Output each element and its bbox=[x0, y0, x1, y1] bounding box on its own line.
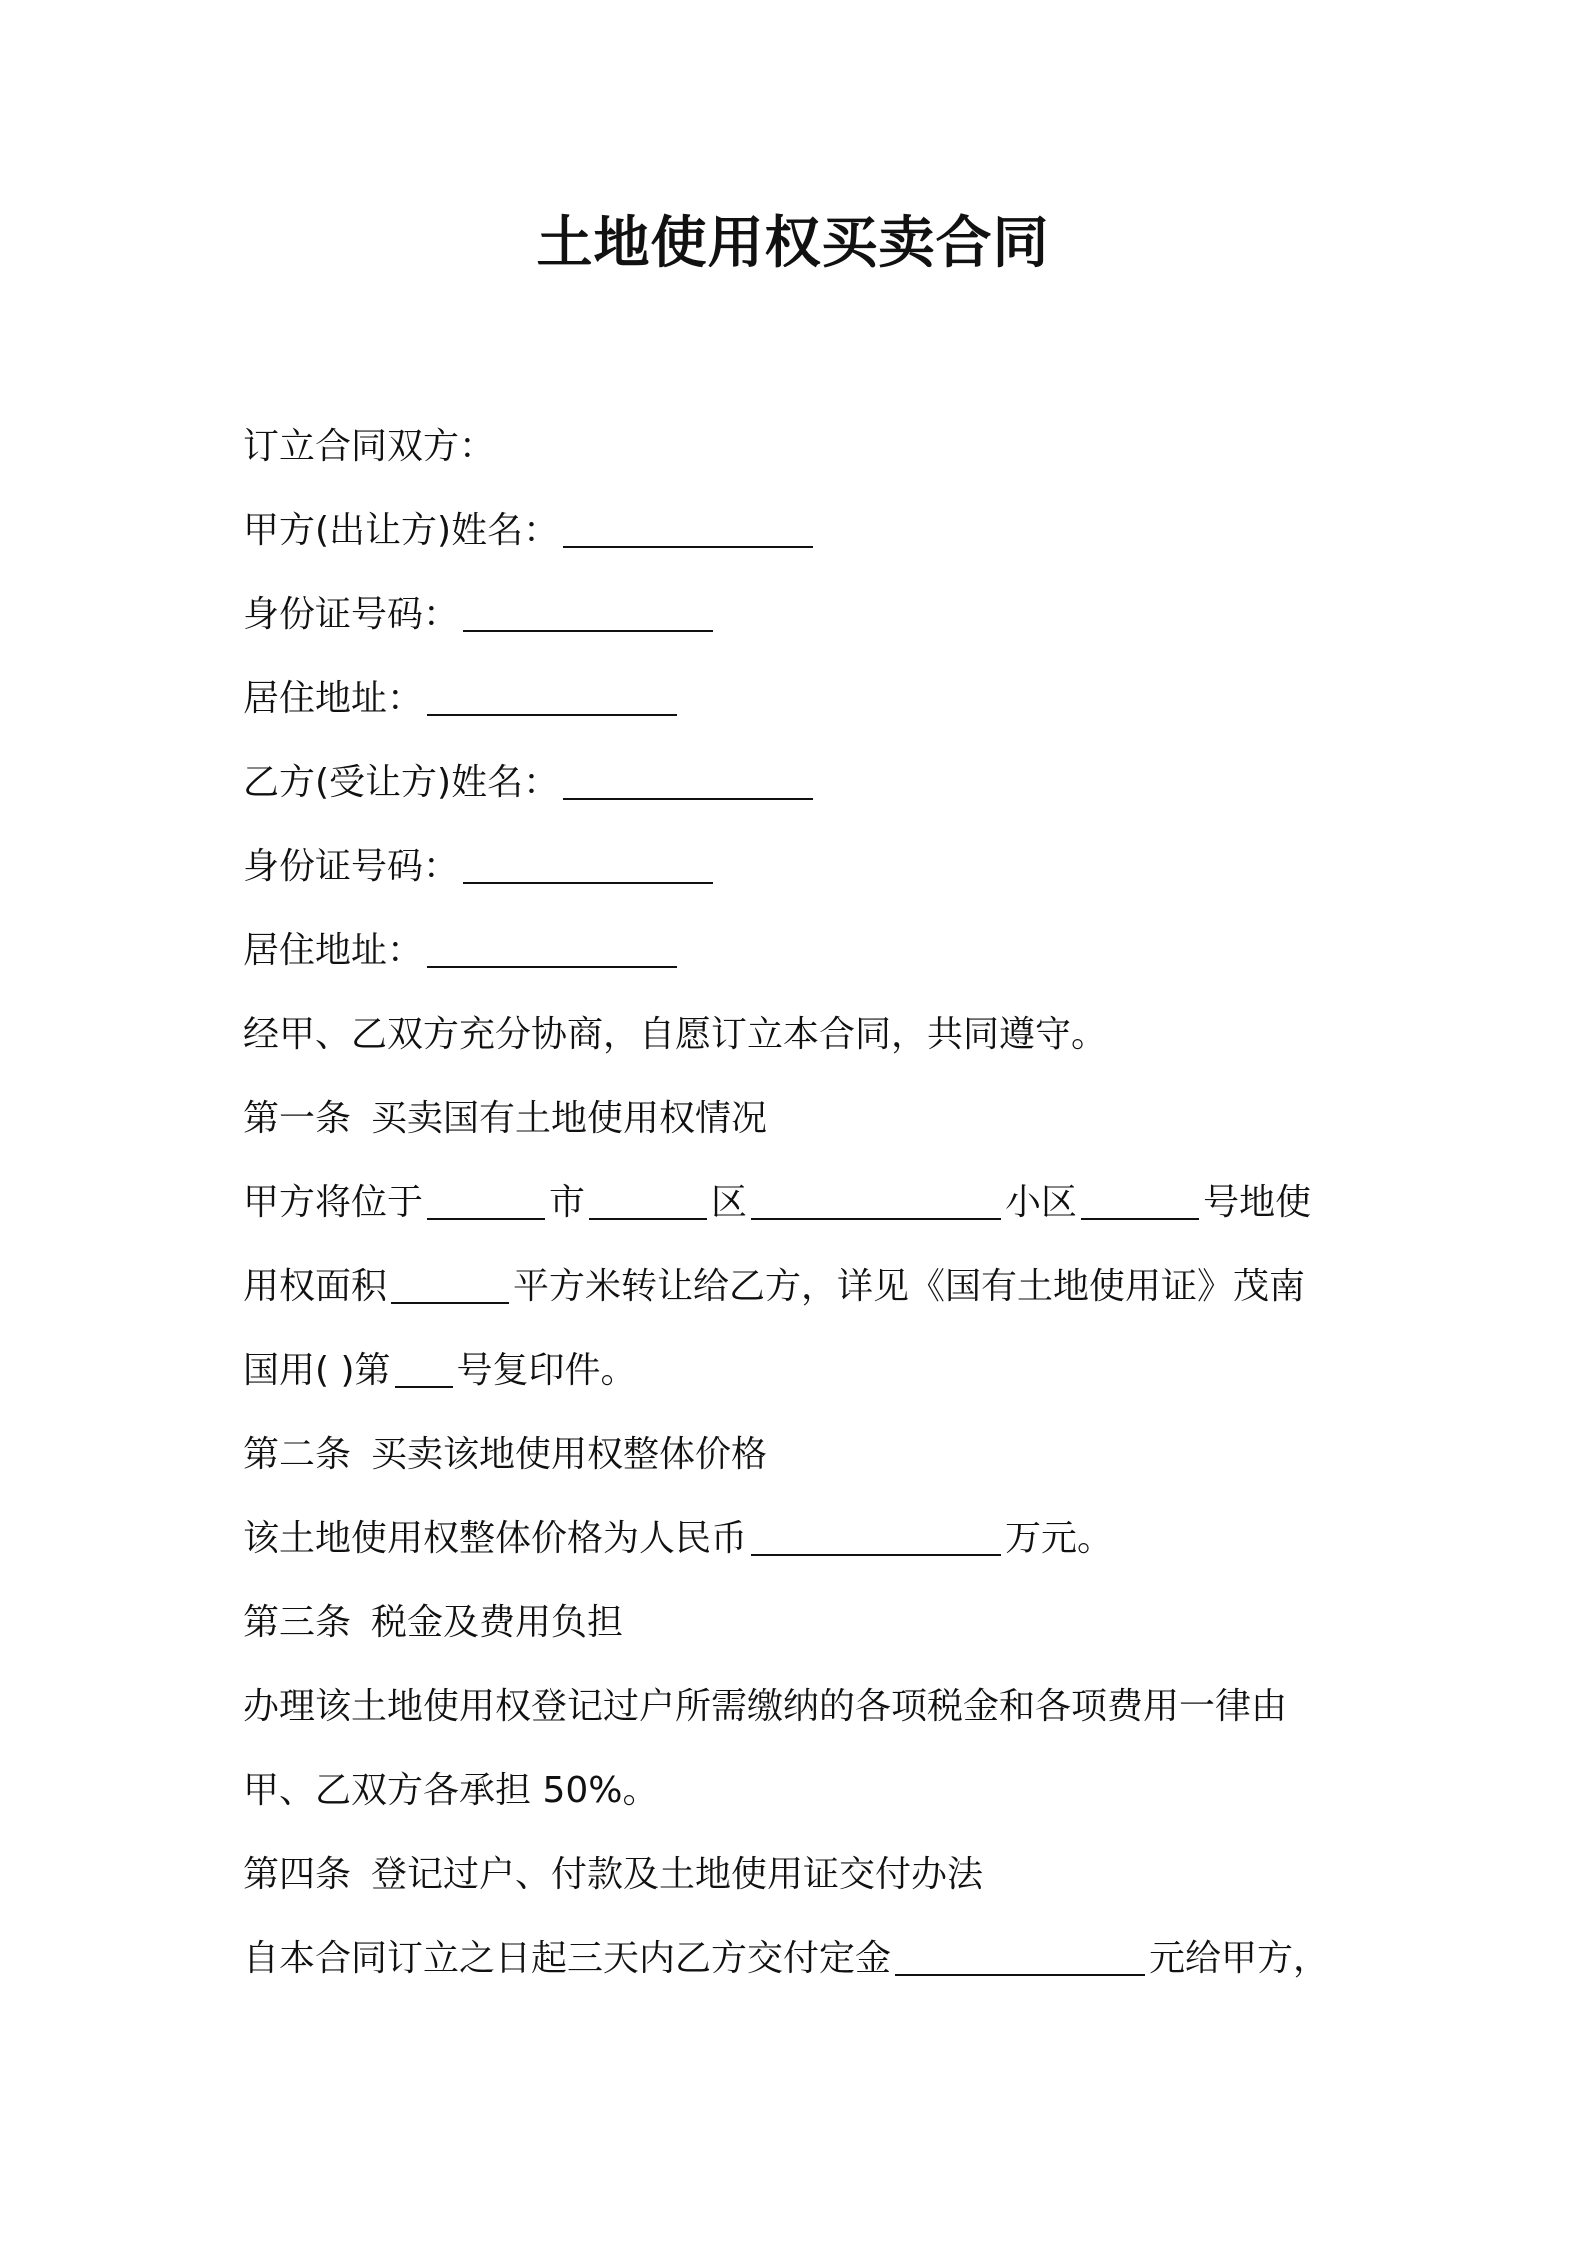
party-a-name-blank bbox=[563, 516, 813, 548]
party-b-name-blank bbox=[563, 768, 813, 800]
contract-body bbox=[243, 405, 1363, 2001]
deposit-blank bbox=[895, 1944, 1145, 1976]
lot-number-blank bbox=[1081, 1188, 1199, 1220]
price-blank bbox=[751, 1524, 1001, 1556]
article-4-heading: 第四条 登记过户、付款及土地使用证交付办法 bbox=[243, 1854, 984, 1895]
article-2-heading: 第二条 买卖该地使用权整体价格 bbox=[243, 1434, 768, 1475]
article-2-para: 该土地使用权整体价格为人民币 万元。 bbox=[243, 1518, 1114, 1559]
article-1-para-line-2: 用权面积 平方米转让给乙方，详见《国有土地使用证》茂南 bbox=[243, 1266, 1306, 1307]
article-1-para-line-3: 国用( )第 号复印件。 bbox=[243, 1350, 637, 1391]
area-blank bbox=[391, 1272, 509, 1304]
party-b-id-line: 身份证号码： bbox=[243, 825, 1363, 909]
article-1-heading: 第一条 买卖国有土地使用权情况 bbox=[243, 1098, 768, 1139]
party-b-id-blank bbox=[463, 852, 713, 884]
article-3-heading: 第三条 税金及费用负担 bbox=[243, 1602, 624, 1643]
party-a-id-line: 身份证号码： bbox=[243, 573, 1363, 657]
district-blank bbox=[589, 1188, 707, 1220]
article-4-para-line-1: 自本合同订立之日起三天内乙方交付定金 元给甲方， bbox=[243, 1938, 1330, 1979]
contract-title: 土地使用权买卖合同 bbox=[536, 211, 1050, 276]
article-1-para-line-1: 甲方将位于 市 区 小区 号地使 bbox=[243, 1182, 1312, 1223]
party-b-address-blank bbox=[427, 936, 677, 968]
parties-intro: 订立合同双方： bbox=[243, 426, 496, 467]
city-blank bbox=[427, 1188, 545, 1220]
party-a-address-blank bbox=[427, 684, 677, 716]
article-3-para-line-2: 甲、乙双方各承担 50%。 bbox=[243, 1770, 659, 1811]
community-blank bbox=[751, 1188, 1001, 1220]
agreement-statement: 经甲、乙双方充分协商，自愿订立本合同，共同遵守。 bbox=[243, 1014, 1108, 1055]
party-a-address-line: 居住地址： bbox=[243, 657, 1363, 741]
party-b-name-line: 乙方(受让方)姓名： bbox=[243, 741, 1363, 825]
article-3-para-line-1: 办理该土地使用权登记过户所需缴纳的各项税金和各项费用一律由 bbox=[243, 1686, 1288, 1727]
party-b-address-line: 居住地址： bbox=[243, 909, 1363, 993]
party-a-id-blank bbox=[463, 600, 713, 632]
party-a-name-line: 甲方(出让方)姓名： bbox=[243, 489, 1363, 573]
certificate-number-blank bbox=[395, 1356, 453, 1388]
